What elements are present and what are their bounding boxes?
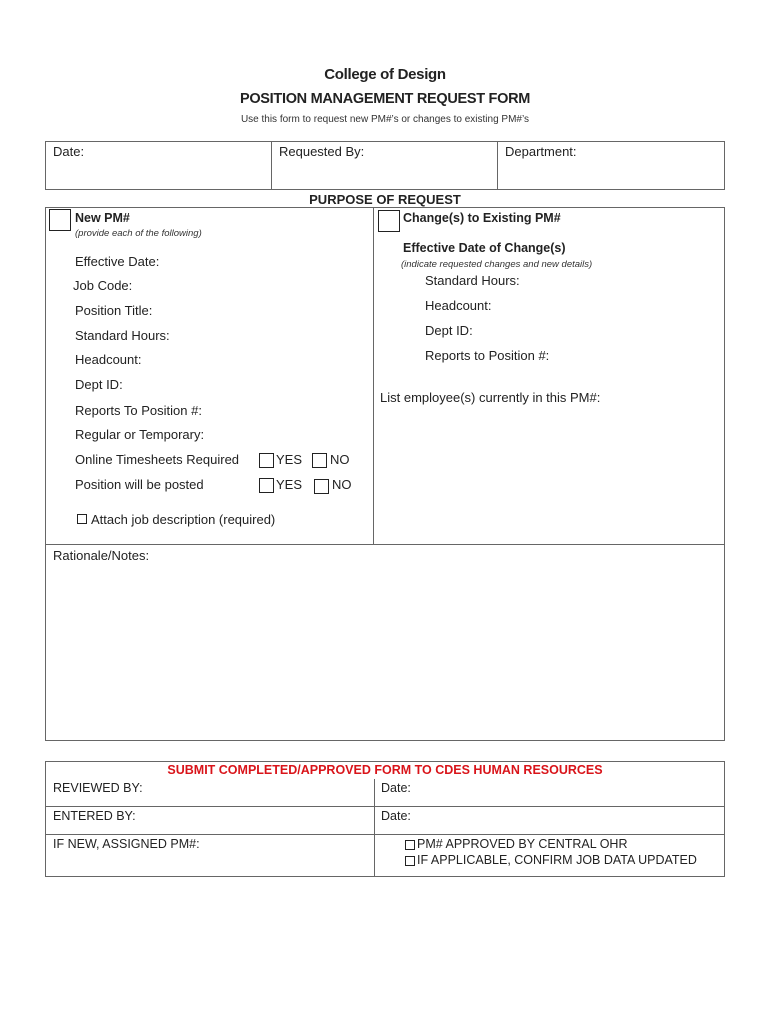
change-pm-checkbox[interactable] [378, 210, 400, 232]
headcount-field[interactable]: Headcount: [75, 352, 142, 367]
date-field[interactable]: Date: [53, 144, 85, 159]
change-reports-to[interactable]: Reports to Position #: [425, 348, 550, 363]
timesheets-yes-checkbox[interactable] [259, 453, 274, 468]
posted-yes-checkbox[interactable] [259, 478, 274, 493]
entered-date-field[interactable]: Date: [381, 809, 411, 823]
change-effective-date[interactable]: Effective Date of Change(s) [403, 241, 566, 255]
rationale-box[interactable] [45, 544, 725, 741]
divider [271, 141, 272, 190]
job-code-field[interactable]: Job Code: [73, 278, 133, 293]
submit-instruction: SUBMIT COMPLETED/APPROVED FORM TO CDES HUMAN RESOURCES [167, 763, 603, 777]
reports-to-field[interactable]: Reports To Position #: [75, 403, 202, 418]
divider [45, 834, 725, 835]
entered-by-field[interactable]: ENTERED BY: [53, 809, 136, 823]
standard-hours-field[interactable]: Standard Hours: [75, 328, 170, 343]
timesheets-no-label: NO [330, 452, 350, 467]
posted-no-checkbox[interactable] [314, 479, 329, 494]
change-standard-hours[interactable]: Standard Hours: [425, 273, 520, 288]
attach-label: Attach job description (required) [91, 512, 276, 527]
regular-temporary-field[interactable]: Regular or Temporary: [75, 427, 205, 442]
online-timesheets-label: Online Timesheets Required [75, 452, 240, 467]
top-fields-box [45, 141, 725, 190]
change-headcount[interactable]: Headcount: [425, 298, 492, 313]
new-pm-note: (provide each of the following) [75, 228, 202, 239]
dept-id-field[interactable]: Dept ID: [75, 377, 123, 392]
department-field[interactable]: Department: [505, 144, 577, 159]
timesheets-yes-label: YES [276, 452, 303, 467]
new-pm-checkbox[interactable] [49, 209, 71, 231]
change-dept-id[interactable]: Dept ID: [425, 323, 473, 338]
assigned-pm-field[interactable]: IF NEW, ASSIGNED PM#: [53, 837, 200, 851]
posted-yes-label: YES [276, 477, 303, 492]
form-subtitle: Use this form to request new PM#’s or changes to existing PM#’s [240, 114, 530, 125]
college-name: College of Design [324, 66, 446, 83]
list-employees-field[interactable]: List employee(s) currently in this PM#: [380, 390, 601, 405]
confirm-label: IF APPLICABLE, CONFIRM JOB DATA UPDATED [417, 853, 697, 867]
new-pm-label: New PM# [75, 211, 130, 225]
timesheets-no-checkbox[interactable] [312, 453, 327, 468]
effective-date-field[interactable]: Effective Date: [75, 254, 160, 269]
divider [45, 806, 725, 807]
attach-checkbox[interactable] [77, 514, 87, 524]
divider [373, 207, 374, 545]
reviewed-by-field[interactable]: REVIEWED BY: [53, 781, 143, 795]
rationale-label: Rationale/Notes: [53, 548, 150, 563]
purpose-title: PURPOSE OF REQUEST [309, 192, 461, 207]
position-title-field[interactable]: Position Title: [75, 303, 153, 318]
form-title: POSITION MANAGEMENT REQUEST FORM [239, 91, 531, 107]
approved-checkbox[interactable] [405, 840, 415, 850]
divider [374, 779, 375, 877]
posted-no-label: NO [332, 477, 352, 492]
divider [497, 141, 498, 190]
confirm-checkbox[interactable] [405, 856, 415, 866]
change-pm-label: Change(s) to Existing PM# [403, 211, 561, 225]
requested-by-field[interactable]: Requested By: [279, 144, 365, 159]
change-note: (indicate requested changes and new details) [401, 259, 593, 270]
position-posted-label: Position will be posted [75, 477, 204, 492]
approved-label: PM# APPROVED BY CENTRAL OHR [417, 837, 628, 851]
reviewed-date-field[interactable]: Date: [381, 781, 411, 795]
